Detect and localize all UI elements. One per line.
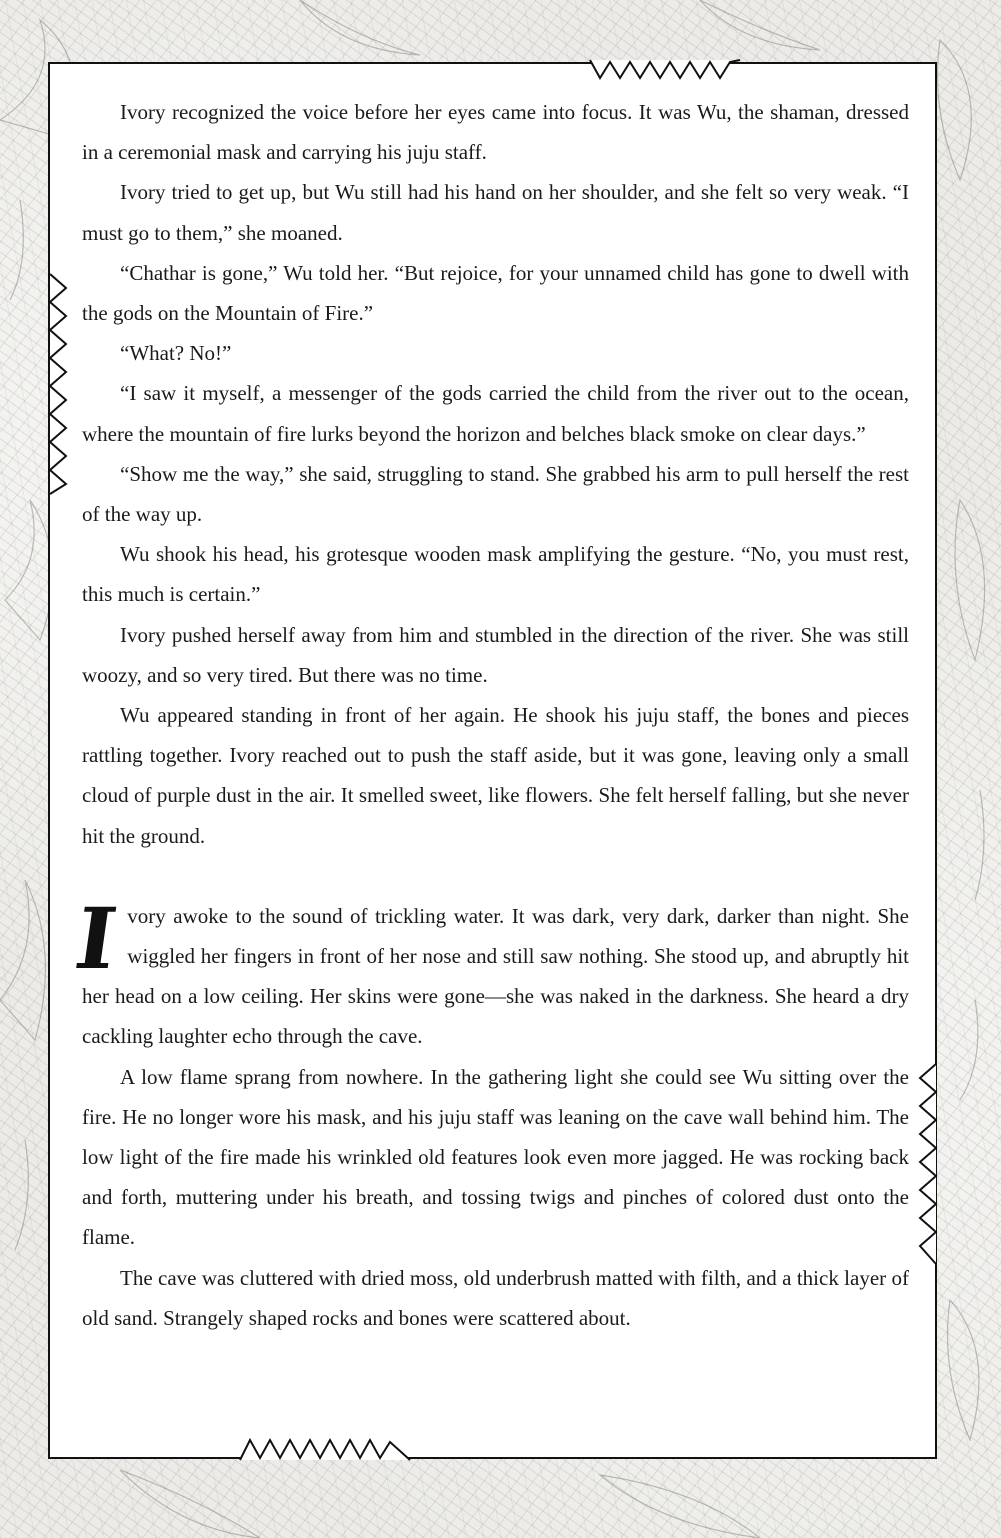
zigzag-border-left xyxy=(38,274,74,494)
paragraph: Ivory tried to get up, but Wu still had his hand on her shoulder, and she felt so very weak. “I must go to them,” she moaned. xyxy=(82,180,909,245)
section-break xyxy=(82,856,909,896)
dropcap-paragraph xyxy=(69,888,909,1057)
paragraph: A low flame sprang from nowhere. In the gathering light she could see Wu sitting over the fire. He no longer wore his mask, and his juju staff was leaning on the cave wall behind him. The low light of the fire made his wrinkled old features look even more jagged. He was rocking back and forth, muttering under his breath, and tossing twigs and pinches of colored dust onto the flame. xyxy=(82,1064,909,1250)
paragraph: Wu appeared standing in front of her again. He shook his juju staff, the bones and pieces rattling together. Ivory reached out to push the staff aside, but it was gone, leaving only a small cloud of purple dust in the air. It smelled sweet, like flowers. She felt herself falling, but she never hit the ground. xyxy=(82,703,909,848)
paragraph: The cave was cluttered with dried moss, old underbrush matted with filth, and a thick layer of old sand. Strangely shaped rocks and bones were scattered about. xyxy=(82,1265,909,1330)
text-panel xyxy=(48,62,937,1459)
paragraph: “What? No!” xyxy=(120,341,232,366)
drop-cap-letter: I xyxy=(69,888,123,988)
paragraph: Ivory recognized the voice before her eyes came into focus. It was Wu, the shaman, dressed in a ceremonial mask and carrying his juju staff. xyxy=(82,100,909,165)
paragraph: Wu shook his head, his grotesque wooden mask amplifying the gesture. “No, you must rest, this much is certain.” xyxy=(82,542,909,607)
zigzag-border-top xyxy=(590,58,760,82)
dropcap-paragraph-text: vory awoke to the sound of trickling water. It was dark, very dark, darker than night. She wiggled her fingers in front of her nose and still saw nothing. She stood up, and abruptly hit her head on a low ceiling. Her skins were gone—she was naked in the darkness. She heard a dry cackling laughter echo through the cave. xyxy=(82,903,909,1049)
paragraph: “Chathar is gone,” Wu told her. “But rejoice, for your unnamed child has gone to dwell with the gods on the Mountain of Fire.” xyxy=(82,260,909,326)
story-text xyxy=(69,92,909,1338)
paragraph: Ivory pushed herself away from him and stumbled in the direction of the river. She was still woozy, and so very tired. But there was no time. xyxy=(82,622,909,687)
paragraph: “Show me the way,” she said, struggling to stand. She grabbed his arm to pull herself the rest of the way up. xyxy=(82,461,909,527)
paragraph: “I saw it myself, a messenger of the gods carried the child from the river out to the ocean, where the mountain of fire lurks beyond the horizon and belches black smoke on clear days.” xyxy=(82,381,909,446)
zigzag-border-bottom xyxy=(240,1434,410,1464)
zigzag-border-right xyxy=(912,1064,948,1264)
